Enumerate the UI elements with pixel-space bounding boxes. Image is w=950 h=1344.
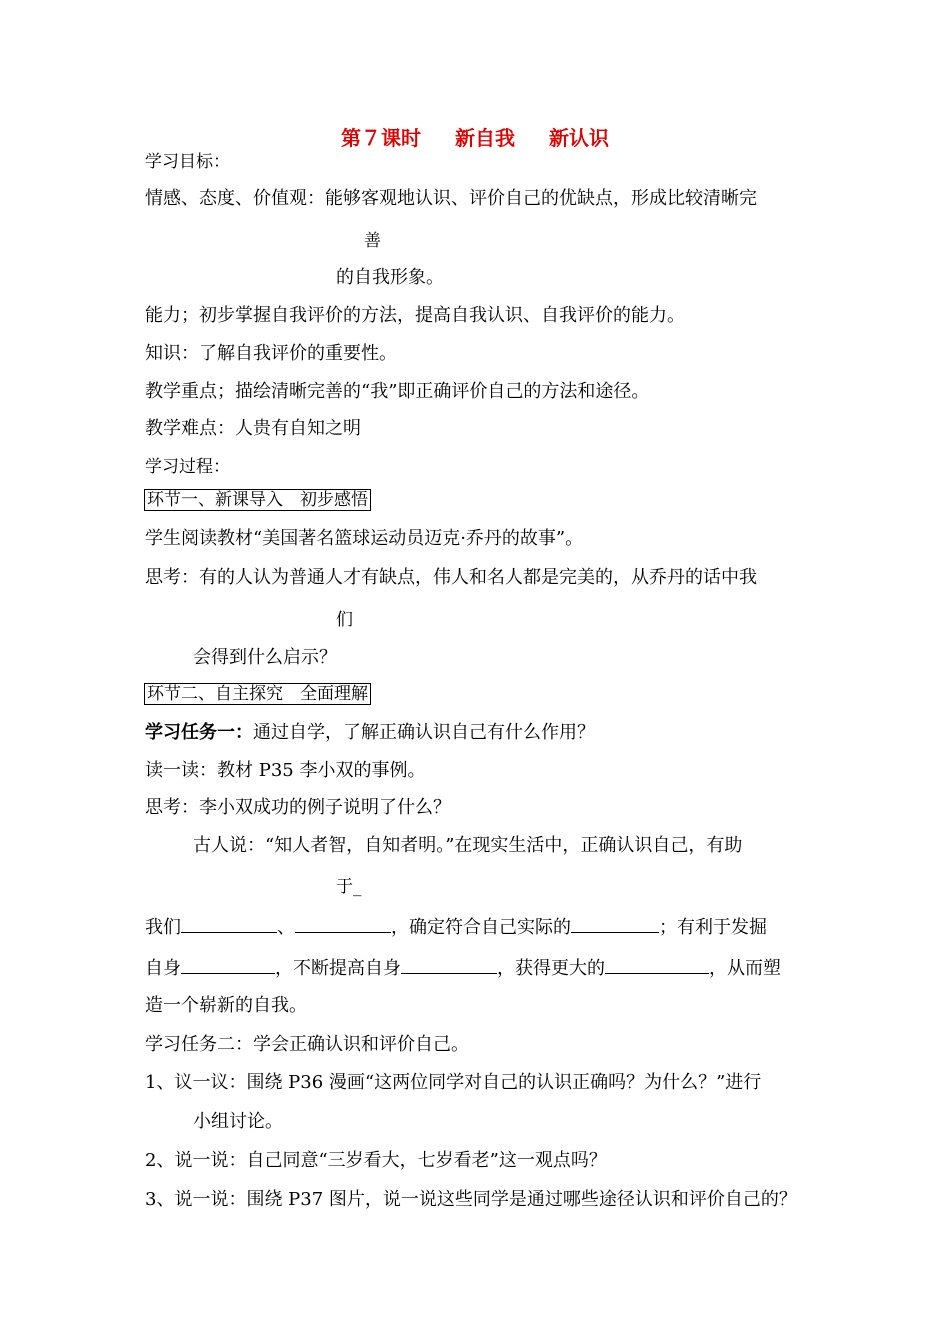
task2-line: 学习任务二：学会正确认识和评价自己。 — [145, 1034, 469, 1055]
task1-line — [145, 722, 595, 744]
think1-line1: 思考：有的人认为普通人才有缺点，伟人和名人都是完美的，从乔丹的话中我 — [145, 567, 757, 588]
fill1-text-d: ；有利于发掘 — [659, 917, 767, 938]
fill2-text-b: ，不断提高自身 — [275, 958, 401, 979]
fill-blank-2[interactable] — [295, 914, 391, 933]
fill2-text-c: ，获得更大的 — [497, 958, 605, 979]
ancient-saying-line1: 古人说：“知人者智，自知者明。”在现实生活中，正确认识自己，有助 — [193, 835, 743, 856]
section1-box: 环节一、新课导入 初步感悟 — [144, 489, 371, 511]
discussion-item1-line1: 1、议一议：围绕 P36 漫画“这两位同学对自己的认识正确吗？为什么？”进行 — [145, 1072, 762, 1093]
objective-emotion-line2: 善 — [364, 231, 381, 251]
think1-line2: 们 — [336, 610, 353, 630]
fill1-text-c: ，确定符合自己实际的 — [391, 917, 571, 938]
fill-blank-4[interactable] — [181, 955, 275, 974]
lesson-title — [0, 126, 950, 150]
fill-blank-line2 — [145, 955, 781, 980]
objective-knowledge: 知识：了解自我评价的重要性。 — [145, 343, 397, 364]
discussion-item3: 3、说一说：围绕 P37 图片，说一说这些同学是通过哪些途径认识和评价自己的？ — [145, 1189, 797, 1210]
objective-ability: 能力；初步掌握自我评价的方法，提高自我认识、自我评价的能力。 — [145, 305, 685, 326]
fill-blank-6[interactable] — [605, 955, 709, 974]
fill-blank-3[interactable] — [571, 914, 659, 933]
title-new-self: 新自我 — [455, 126, 515, 150]
discussion-item1-line2: 小组讨论。 — [193, 1111, 283, 1132]
process-heading: 学习过程： — [145, 457, 230, 477]
fill-blank-line1 — [145, 914, 767, 939]
fill-blank-line3: 造一个崭新的自我。 — [145, 995, 307, 1016]
think2-line: 思考：李小双成功的例子说明了什么？ — [145, 797, 451, 818]
fill-blank-5[interactable] — [401, 955, 497, 974]
read-textbook-line: 学生阅读教材“美国著名篮球运动员迈克·乔丹的故事”。 — [145, 528, 584, 549]
fill2-text-d: ，从而塑 — [709, 958, 781, 979]
fill-blank-1[interactable] — [181, 914, 277, 933]
teaching-key-point: 教学重点；描绘清晰完善的“我”即正确评价自己的方法和途径。 — [145, 381, 650, 402]
objectives-heading: 学习目标： — [145, 152, 230, 172]
ancient-saying-line2: 于_ — [336, 877, 362, 897]
title-lesson-number: 第７课时 — [341, 126, 421, 150]
title-new-understanding: 新认识 — [549, 126, 609, 150]
think1-line3: 会得到什么启示？ — [193, 647, 337, 668]
task1-label: 学习任务一： — [145, 722, 253, 743]
objective-emotion-line3: 的自我形象。 — [336, 267, 444, 288]
teaching-difficulty: 教学难点：人贵有自知之明 — [145, 418, 361, 439]
read1-line: 读一读：教材 P35 李小双的事例。 — [145, 760, 426, 781]
fill1-text-b: 、 — [277, 917, 295, 938]
section2-box: 环节二、自主探究 全面理解 — [144, 683, 371, 705]
fill2-text-a: 自身 — [145, 958, 181, 979]
discussion-item2: 2、说一说：自己同意“三岁看大，七岁看老”这一观点吗？ — [145, 1150, 607, 1171]
task1-text: 通过自学，了解正确认识自己有什么作用？ — [253, 722, 595, 743]
objective-emotion-line1: 情感、态度、价值观：能够客观地认识、评价自己的优缺点，形成比较清晰完 — [145, 188, 757, 209]
fill1-text-a: 我们 — [145, 917, 181, 938]
